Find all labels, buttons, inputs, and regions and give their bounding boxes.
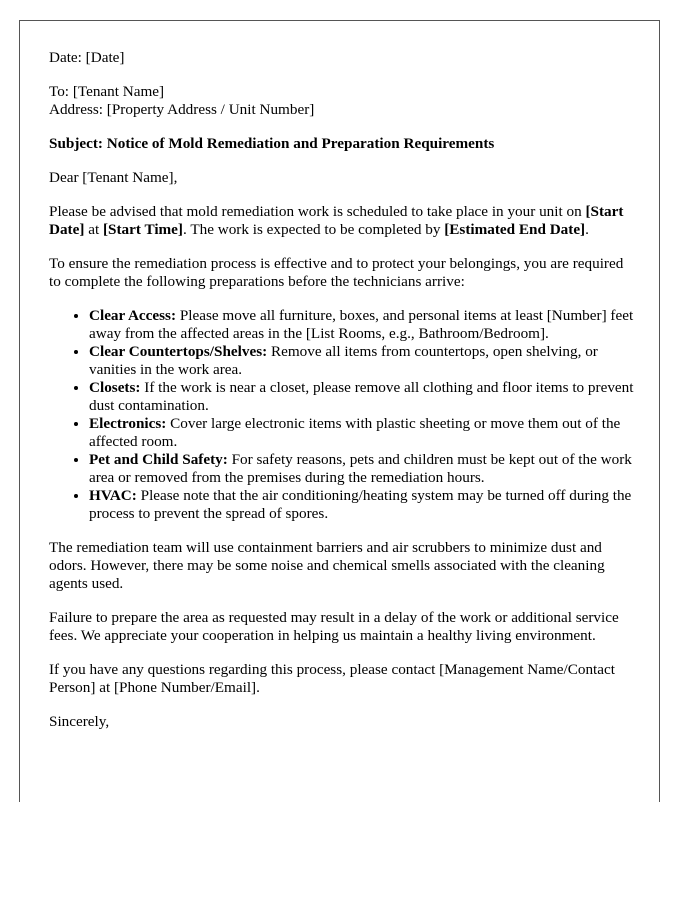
start-time-placeholder: [Start Time] — [102, 221, 183, 238]
list-item-hvac — [89, 487, 637, 523]
end-date-placeholder: [Estimated End Date] — [444, 221, 586, 238]
intro-text-2: at — [84, 221, 103, 238]
address-line: Address: [Property Address / Unit Number] — [49, 101, 315, 118]
date-line: Date: [Date] — [49, 49, 125, 66]
intro-text-1: Please be advised that mold remediation work is scheduled to take place in your unit on — [49, 203, 586, 220]
list-item-label: Electronics: — [89, 415, 167, 432]
list-item-label: Pet and Child Safety: — [89, 451, 228, 468]
intro-paragraph — [49, 203, 637, 239]
preparation-list — [49, 307, 637, 523]
letter-header — [49, 49, 637, 135]
list-item-clear-access — [89, 307, 637, 343]
list-item-label: HVAC: — [89, 487, 137, 504]
letter-content — [49, 49, 637, 747]
to-line: To: [Tenant Name] — [49, 83, 165, 100]
salutation: Dear [Tenant Name], — [49, 169, 178, 186]
list-item-text: Remove all items from countertops, open shelving, or vanities in the work area. — [89, 343, 598, 378]
list-item-text: Cover large electronic items with plastic sheeting or move them out of the affected room. — [89, 415, 621, 450]
preparations-intro: To ensure the remediation process is effective and to protect your belongings, you are required to complete the following preparations before the technicians arrive: — [49, 255, 624, 290]
start-date-placeholder: [Start Date] — [49, 203, 624, 238]
list-item-text: For safety reasons, pets and children must be kept out of the work area or removed from the premises during the remediation hours. — [89, 451, 632, 486]
list-item-electronics — [89, 415, 637, 451]
list-item-pet-child-safety — [89, 451, 637, 487]
subject-text: Subject: Notice of Mold Remediation and Preparation Requirements — [49, 135, 495, 152]
list-item-countertops — [89, 343, 637, 379]
intro-text-3: . The work is expected to be completed by — [183, 221, 445, 238]
intro-text-4: . — [585, 221, 589, 238]
subject-line — [49, 135, 637, 153]
failure-paragraph: Failure to prepare the area as requested may result in a delay of the work or additional service fees. We appreciate your cooperation in helping us maintain a healthy living environment. — [49, 609, 619, 644]
list-item-closets — [89, 379, 637, 415]
list-item-text: Please note that the air conditioning/heating system may be turned off during the process to prevent the spread of spores. — [89, 487, 632, 522]
letter-page — [19, 20, 660, 802]
closing: Sincerely, — [49, 713, 110, 730]
list-item-label: Clear Access: — [89, 307, 177, 324]
list-item-label: Closets: — [89, 379, 141, 396]
team-paragraph: The remediation team will use containment barriers and air scrubbers to minimize dust and odors. However, there may be some noise and chemical smells associated with the cleaning agents used. — [49, 539, 605, 592]
list-item-text: Please move all furniture, boxes, and personal items at least [Number] feet away from the affected areas in the [List Rooms, e.g., Bathroom/Bedroom]. — [89, 307, 634, 342]
list-item-text: If the work is near a closet, please remove all clothing and floor items to prevent dust contamination. — [89, 379, 634, 414]
contact-paragraph: If you have any questions regarding this process, please contact [Management Name/Contact Person] at [Phone Number/Email]. — [49, 661, 615, 696]
list-item-label: Clear Countertops/Shelves: — [89, 343, 268, 360]
